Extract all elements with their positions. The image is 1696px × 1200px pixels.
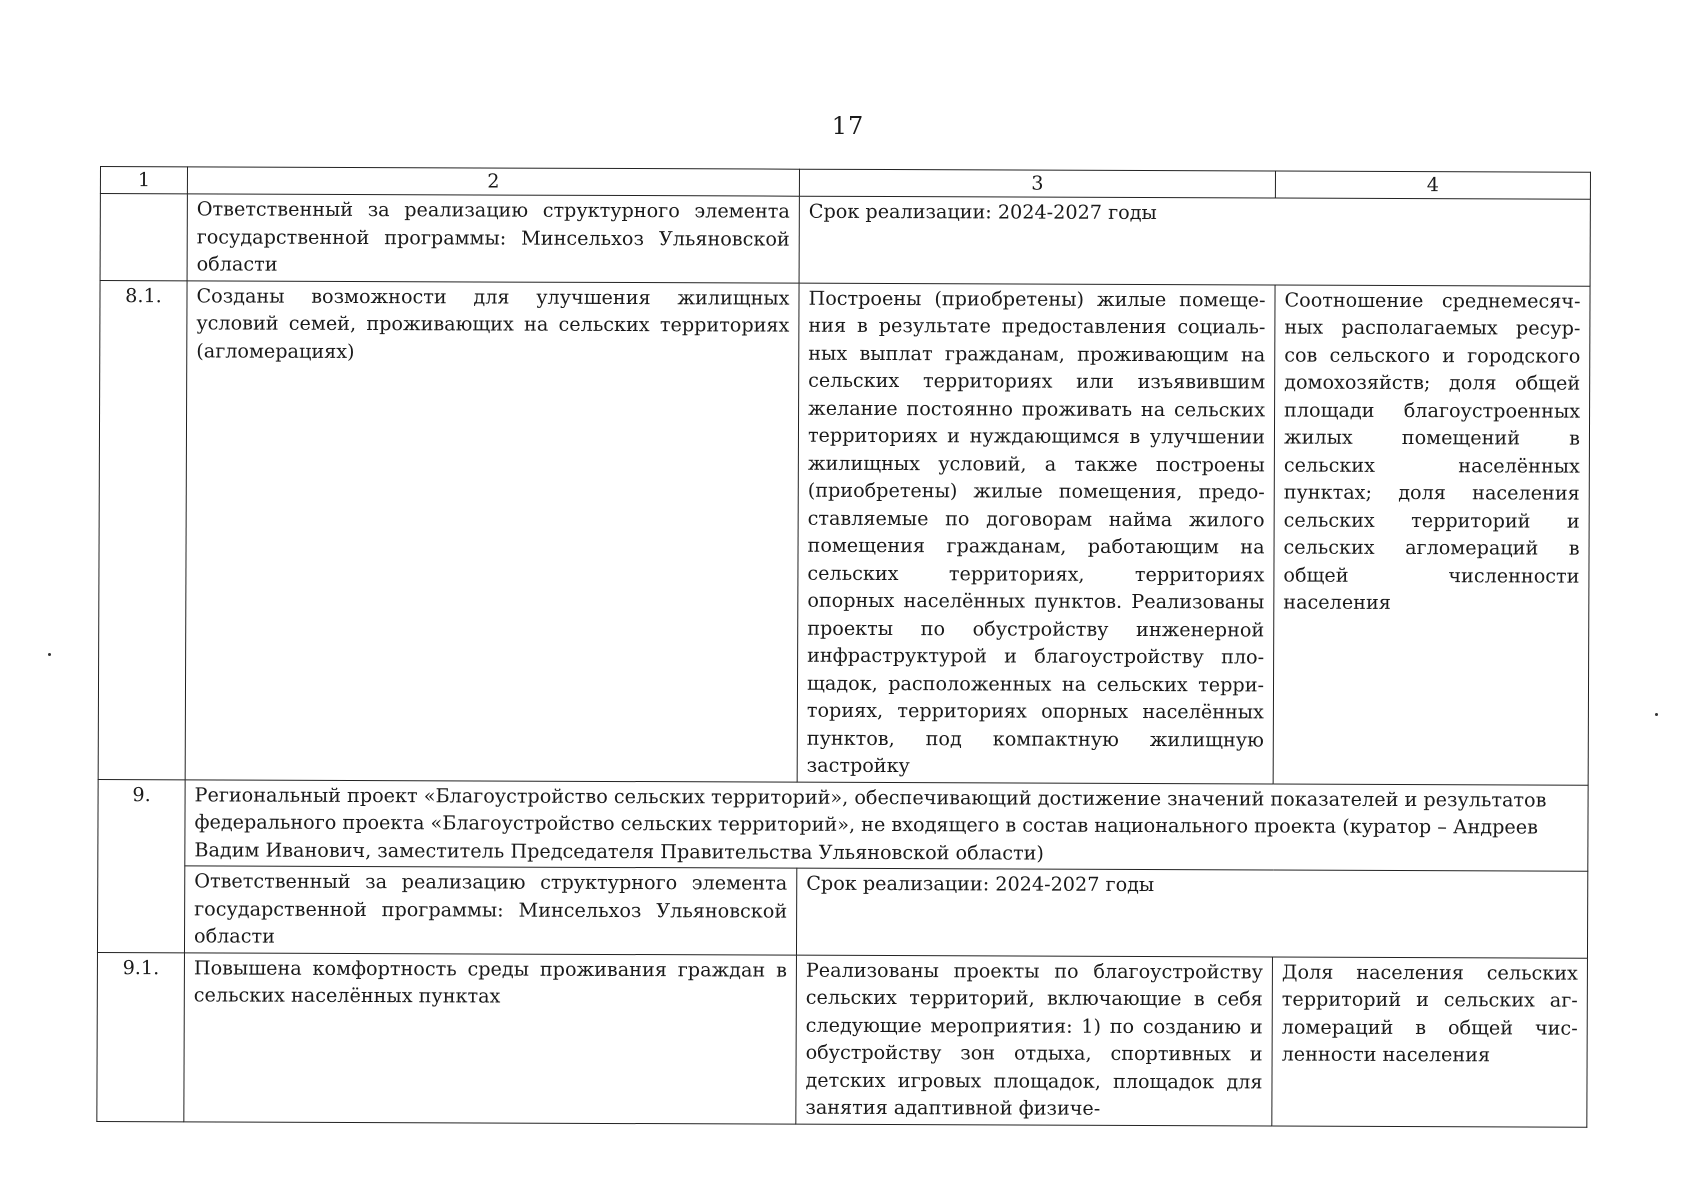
table-row xyxy=(98,280,1590,785)
indicators-cell: Соотношение среднемесячных располагаемых ресурсов сельского и городского домохозяйств; доля общей площади благоустроенных жилых помещений в сельских населённых пунктах; доля населения сельских территорий и сельских агломераций в общей численности населения xyxy=(1273,285,1590,785)
task-cell: Повышена комфортность среды проживания граждан в сельских населённых пунктах xyxy=(184,952,797,1123)
effects-cell: Построены (приобретены) жилые помещения в результате предоставления социальных выплат гражданам, проживающим на сельских территориях или изъявившим желание постоянно проживать на сельских территориях и нуждающимся в улучшении жилищных условий, а также построены (приобретены) жилые помещения, предоставляемые по договорам найма жилого помещения гражданам, работающим на сельских территориях, территориях опорных населённых пунктов. Реализованы проекты по обустройству инженерной инфраструктурой и благоустройству площадок, расположенных на сельских территориях, территориях опорных населённых пунктов, под компактную жилищную застройку xyxy=(797,283,1275,784)
scan-speck xyxy=(48,653,51,656)
column-header-3: 3 xyxy=(799,169,1275,198)
row-number xyxy=(100,194,187,281)
program-table xyxy=(96,166,1591,1127)
page-number: 17 xyxy=(831,112,865,140)
responsible-cell: Ответственный за реализацию структурного элемента государственной программы: Минсельхоз Ульяновской области xyxy=(184,866,796,955)
table-row xyxy=(97,952,1588,1127)
responsible-cell: Ответственный за реализацию структурного элемента государственной программы: Минсельхоз Ульяновской области xyxy=(187,194,799,283)
indicators-cell: Доля населения сельских территорий и сельских агломераций в общей численности населения xyxy=(1272,957,1588,1127)
project-cell: Региональный проект «Благоустройство сельских территорий», обеспечивающий достижение значений показателей и результатов федерального проекта «Благоустройство сельских территорий», не входящего в состав национального проекта (куратор – Андреев Вадим Иванович, заместитель Председателя Правительства Ульяновской области) xyxy=(185,779,1588,871)
column-header-4: 4 xyxy=(1275,171,1590,199)
effects-cell: Реализованы проекты по благоустройству сельских территорий, включающие в себя следующие мероприятия: 1) по созданию и обустройству зон отдыха, спортивных и детских игровых площадок, площадок для занятия адаптивной физиче- xyxy=(796,955,1273,1126)
table-row xyxy=(98,779,1588,871)
task-cell: Созданы возможности для улучшения жилищных условий семей, проживающих на сельских территориях (агломерациях) xyxy=(185,280,799,781)
term-cell: Срок реализации: 2024-2027 годы xyxy=(796,868,1587,958)
table-row xyxy=(97,865,1587,957)
row-number: 9. xyxy=(97,779,185,952)
column-header-1: 1 xyxy=(100,167,187,194)
term-cell: Срок реализации: 2024-2027 годы xyxy=(799,196,1590,286)
scan-speck xyxy=(1655,713,1658,716)
row-number: 9.1. xyxy=(97,952,185,1121)
column-header-2: 2 xyxy=(187,167,799,196)
row-number: 8.1. xyxy=(98,280,187,779)
table-row xyxy=(100,194,1590,286)
